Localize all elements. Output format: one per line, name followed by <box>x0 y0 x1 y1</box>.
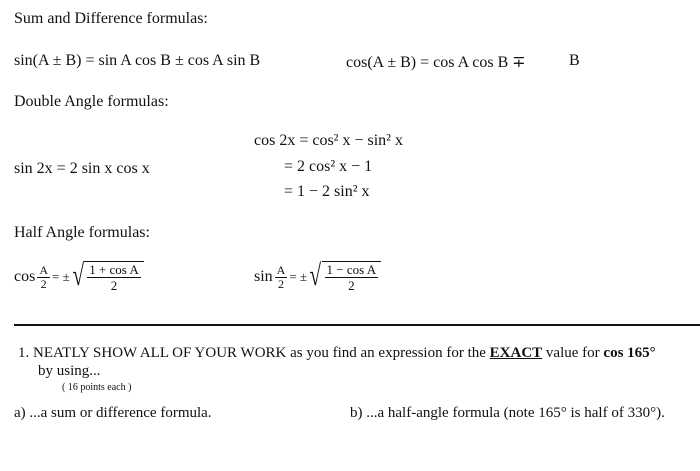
problem-statement <box>18 345 656 362</box>
sin-half-formula <box>254 261 381 293</box>
fraction-denominator: 2 <box>278 276 284 291</box>
radicand-numerator: 1 − cos A <box>326 262 377 277</box>
fraction-numerator: A <box>276 262 286 277</box>
sin-half-prefix: sin <box>254 268 273 285</box>
cos-sum-formula: cos(A ± B) = cos A cos B ∓ <box>346 54 526 71</box>
cos-double-formula-2: = 2 cos² x − 1 <box>284 158 373 175</box>
part-b: b) ...a half-angle formula (note 165° is half of 330°). <box>350 405 665 421</box>
problem-mid-text: value for <box>545 345 600 361</box>
radical-icon: √ <box>309 259 322 292</box>
cos-double-formula-3: = 1 − 2 sin² x <box>284 183 370 200</box>
double-angle-heading: Double Angle formulas: <box>14 93 169 110</box>
problem-number: 1. <box>18 345 30 361</box>
exact-word: EXACT <box>489 345 543 361</box>
square-root <box>70 261 144 293</box>
fraction-numerator: A <box>39 262 48 277</box>
cos-double-formula-1: cos 2x = cos² x − sin² x <box>254 132 403 149</box>
sum-difference-heading: Sum and Difference formulas: <box>14 10 208 27</box>
sin-sum-formula: sin(A ± B) = sin A cos B ± cos A sin B <box>14 52 261 69</box>
plus-minus-sign: = ± <box>52 269 70 284</box>
target-expression: cos 165° <box>603 345 656 361</box>
cos-half-prefix: cos <box>14 268 36 285</box>
radicand-numerator: 1 + cos A <box>89 262 139 277</box>
problem-lead-text: NEATLY SHOW ALL OF YOUR WORK as you find an expression for the <box>33 345 486 361</box>
section-divider <box>14 324 700 326</box>
points-note: ( 16 points each ) <box>62 382 132 393</box>
half-angle-fraction <box>275 264 288 291</box>
radicand-denominator: 2 <box>348 278 355 293</box>
radicand <box>84 261 144 293</box>
cos-half-formula <box>14 261 144 293</box>
radicand <box>322 261 382 293</box>
fraction-denominator: 2 <box>40 276 47 291</box>
radical-icon: √ <box>72 259 84 292</box>
radicand-denominator: 2 <box>110 278 118 293</box>
half-angle-heading: Half Angle formulas: <box>14 224 150 241</box>
problem-line-2: by using... <box>38 363 101 379</box>
cos-sum-formula-tail: B <box>569 52 580 69</box>
part-a: a) ...a sum or difference formula. <box>14 405 212 421</box>
plus-minus-sign: = ± <box>289 269 308 284</box>
half-angle-fraction <box>37 264 50 291</box>
sin-double-formula: sin 2x = 2 sin x cos x <box>14 160 150 177</box>
square-root <box>307 261 381 293</box>
